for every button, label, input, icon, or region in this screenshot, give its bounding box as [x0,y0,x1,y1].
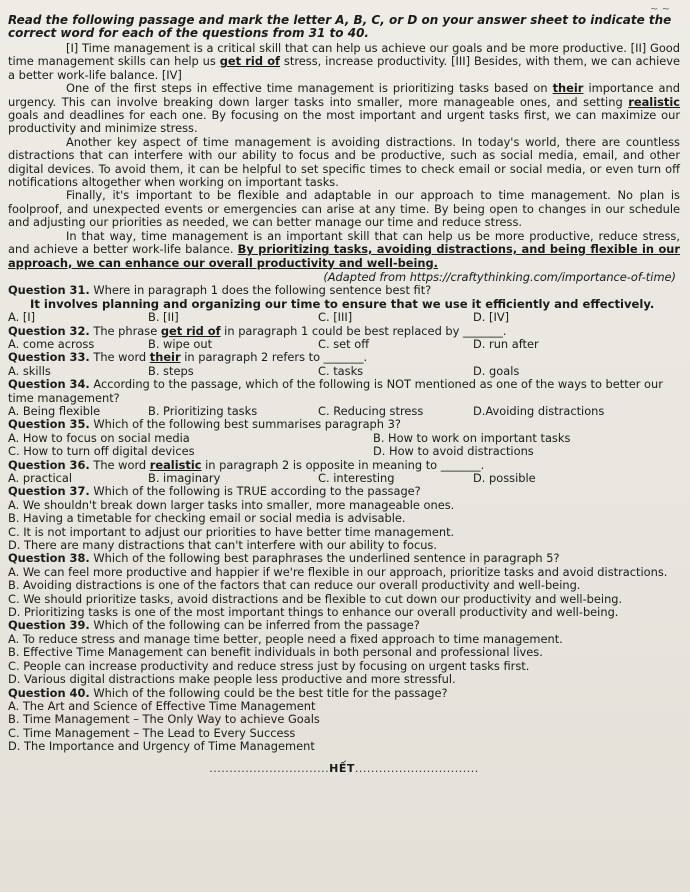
question-35: Question 35. Which of the following best summarises paragraph 3? A. How to focus on social media B. How to work on important tasks C. How to turn off digital devices D. How to avoid distractions [8,418,680,458]
question-32: Question 32. The phrase get rid of in paragraph 1 could be best replaced by _______. A. come across B. wipe out C. set off D. run after [8,325,680,352]
source-citation: (Adapted from https://craftythinking.com/importance-of-time) [323,269,676,284]
option-c[interactable]: C. set off [318,336,370,351]
question-33: Question 33. The word their in paragraph 2 refers to _______. A. skills B. steps C. tasks D. goals [8,351,680,378]
option-b[interactable]: B. imaginary [148,471,221,485]
option-c[interactable]: C. It is not important to adjust our priorities to have better time management. [8,524,455,539]
question-37: Question 37. Which of the following is TRUE according to the passage? A. We shouldn't break down larger tasks into smaller, more manageable ones. B. Having a timetable for checking email or social media is advisable. C. It is not important to adjust our priorities to have better time management. D. There are many distractions that can't interfere with our ability to focus. [8,485,680,552]
option-d[interactable]: D. Various digital distractions make people less productive and more stressful. [8,672,456,687]
option-b[interactable]: B. Effective Time Management can benefit individuals in both personal and professional lives. [8,645,543,660]
option-c[interactable]: C. Reducing stress [318,403,424,418]
option-c[interactable]: C. We should prioritize tasks, avoid distractions and be flexible to cut down our productivity and well-being. [8,591,623,606]
underlined-their: their [552,81,584,96]
underlined-get-rid-of: get rid of [219,54,281,69]
option-c[interactable]: C. [III] [318,310,353,325]
option-d[interactable]: D.Avoiding distractions [473,403,605,418]
option-b[interactable]: B. Prioritizing tasks [148,403,258,418]
question-39: Question 39. Which of the following can be inferred from the passage? A. To reduce stress and manage time better, people need a fixed approach to time management. B. Effective Time Management can benefit individuals in both personal and professional lives. C. People can increase productivity and reduce stress just by focusing on urgent tasks first. D. Various digital distractions make people less productive and more stressful. [8,619,680,686]
underlined-realistic: realistic [628,94,680,109]
option-b[interactable]: B. steps [148,363,194,378]
question-36: Question 36. The word realistic in paragraph 2 is opposite in meaning to _______. A. practical B. imaginary C. interesting D. possible [8,459,680,486]
instructions: Read the following passage and mark the letter A, B, C, or D on your answer sheet to indicate the correct word for each of the questions from 31 to 40. [8,13,672,40]
end-marker: ..............................HẾT............................... [209,761,479,775]
option-a[interactable]: A. To reduce stress and manage time better, people need a fixed approach to time management. [8,631,563,646]
reading-passage [8,42,680,284]
paragraph-2: One of the first steps in effective time management is prioritizing tasks based on their importance and urgency. This can involve breaking down larger tasks into smaller, more manageable ones, and setting realistic goals and deadlines for each one. By focusing on the most important and urgent tasks first, we can maximize our productivity and minimize stress. [8,81,680,136]
option-a[interactable]: A. How to focus on social media [8,430,190,445]
option-d[interactable]: D. run after [473,336,539,351]
option-c[interactable]: C. interesting [318,471,395,485]
insert-sentence: It involves planning and organizing our time to ensure that we use it efficiently and effectively. [30,296,655,311]
question-38: Question 38. Which of the following best paraphrases the underlined sentence in paragraph 5? A. We can feel more productive and happier if we're flexible in our approach, prioritize tasks and avoid distractions. B. Avoiding distractions is one of the factors that can reduce our overall productivity and well-being. C. We should prioritize tasks, avoid distractions and be flexible to cut down our productivity and well-being. D. Prioritizing tasks is one of the most important things to enhance our overall productivity and well-being. [8,552,680,619]
option-d[interactable]: D. [IV] [473,310,510,325]
option-d[interactable]: D. goals [473,363,520,378]
option-b[interactable]: B. wipe out [148,336,213,351]
option-a[interactable]: A. come across [8,336,95,351]
option-d[interactable]: D. There are many distractions that can't interfere with our ability to focus. [8,538,437,553]
option-a[interactable]: A. We shouldn't break down larger tasks into smaller, more manageable ones. [8,497,455,512]
option-b[interactable]: B. Having a timetable for checking email or social media is advisable. [8,511,406,526]
option-b[interactable]: B. [II] [148,310,179,325]
option-d[interactable]: D. Prioritizing tasks is one of the most important things to enhance our overall productivity and well-being. [8,605,619,620]
question-40: Question 40. Which of the following could be the best title for the passage? A. The Art and Science of Effective Time Management B. Time Management – The Only Way to achieve Goals C. Time Management – The Lead to Every Success D. The Importance and Urgency of Time Management [8,687,680,754]
option-d[interactable]: D. The Importance and Urgency of Time Management [8,739,315,754]
option-d[interactable]: D. possible [473,471,536,485]
option-c[interactable]: C. tasks [318,363,364,378]
underlined-sentence: By prioritizing tasks, avoiding distractions, and being flexible in our approach, we can enhance our overall productivity and well-being. [8,242,681,270]
paragraph-5: In that way, time management is an important skill that can help us be more productive, reduce stress, and achieve a better work-life balance. By prioritizing tasks, avoiding distractions, and being flexible in our approach, we can enhance our overall productivity and well-being. [8,228,681,270]
option-a[interactable]: A. practical [8,471,73,485]
option-a[interactable]: A. The Art and Science of Effective Time Management [8,698,316,713]
option-b[interactable]: B. Time Management – The Only Way to achieve Goals [8,712,320,727]
option-b[interactable]: B. How to work on important tasks [373,430,571,445]
option-a[interactable]: A. skills [8,363,51,378]
paragraph-1: [I] Time management is a critical skill that can help us achieve our goals and be more productive. [II] Good time management skills can help us get rid of stress, increase productivity. [III] Besides, with them, we can achieve a better work-life balance. [IV] [8,41,680,82]
option-a[interactable]: A. Being flexible [8,403,101,418]
question-34: Question 34. According to the passage, which of the following is NOT mentioned as one of the ways to better our time management? A. Being flexible B. Prioritizing tasks C. Reducing stress D.Avoiding distractions [8,377,663,418]
option-c[interactable]: C. Time Management – The Lead to Every Success [8,725,296,740]
option-b[interactable]: B. Avoiding distractions is one of the factors that can reduce our overall productivity and well-being. [8,578,581,593]
corner-mark: ~ ~ [650,4,670,15]
option-c[interactable]: C. How to turn off digital devices [8,444,195,459]
question-31: Question 31. Where in paragraph 1 does the following sentence best fit? It involves planning and organizing our time to ensure that we use it efficiently and effectively. A. [I] B. [II] C. [III] D. [IV] [8,284,680,324]
option-d[interactable]: D. How to avoid distractions [373,444,534,459]
option-c[interactable]: C. People can increase productivity and reduce stress just by focusing on urgent tasks first. [8,658,530,673]
paragraph-3: Another key aspect of time management is avoiding distractions. In today's world, there are countless distractions that can interfere with our ability to focus and be productive, such as social media, email, and other digital devices. To avoid them, it can be helpful to set specific times to check email or social media, or even turn off notifications altogether when working on important tasks. [8,134,680,190]
option-a[interactable]: A. [I] [8,310,36,325]
paragraph-4: Finally, it's important to be flexible and adaptable in our approach to time management. No plan is foolproof, and unexpected events or emergencies can arise at any time. By being open to changes in our schedule and adjusting our priorities as needed, we can better manage our time and reduce stress. [8,188,680,230]
option-a[interactable]: A. We can feel more productive and happier if we're flexible in our approach, prioritize tasks and avoid distractions. [8,564,668,579]
